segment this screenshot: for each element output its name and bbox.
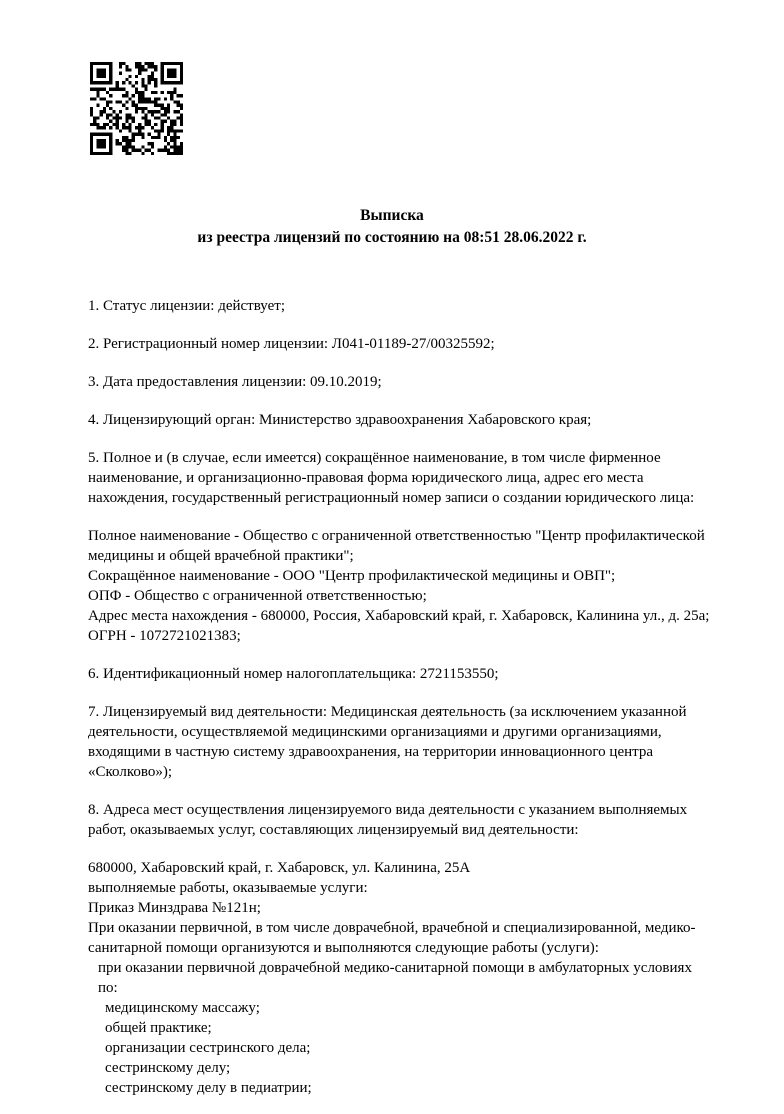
paragraph-block [88,334,710,354]
title-line-1: Выписка [360,207,424,224]
text-line: выполняемые работы, оказываемые услуги: [88,880,368,896]
text-line: При оказании первичной, в том числе доврачебной, врачебной и специализированной, медико-санитарной помощи организуются и выполняются следующие работы (услуги): [88,920,696,956]
text-line: Полное наименование - Общество с ограниченной ответственностью "Центр профилактической медицины и общей врачебной практики"; [88,528,709,564]
qr-code-image [90,62,183,155]
text-line: 4. Лицензирующий орган: Министерство здравоохранения Хабаровского края; [88,412,592,428]
text-line: Приказ Минздрава №121н; [88,900,261,916]
text-line: организации сестринского дела; [105,1040,311,1056]
text-line: 3. Дата предоставления лицензии: 09.10.2019; [88,374,382,390]
paragraph-block [88,526,710,646]
text-line: общей практике; [105,1020,212,1036]
text-line: при оказании первичной доврачебной медико-санитарной помощи в амбулаторных условиях по: [98,960,696,996]
text-line: Сокращённое наименование - ООО "Центр профилактической медицины и ОВП"; [88,568,616,584]
document-title [0,205,784,249]
text-line: 6. Идентификационный номер налогоплательщика: 2721153550; [88,666,499,682]
title-line-2: из реестра лицензий по состоянию на 08:51 28.06.2022 г. [197,229,587,246]
paragraph-block [88,702,710,782]
text-line: 8. Адреса мест осуществления лицензируемого вида деятельности с указанием выполняемых работ, оказываемых услуг, составляющих лицензируемый вид деятельности: [88,802,691,838]
text-line: 2. Регистрационный номер лицензии: Л041-01189-27/00325592; [88,336,495,352]
paragraph-block [88,664,710,684]
text-line: 5. Полное и (в случае, если имеется) сокращённое наименование, в том числе фирменное наименование, и организационно-правовая форма юридического лица, адрес его места нахождения, государственный регистрационный номер записи о создании юридического лица: [88,450,695,506]
text-line: 1. Статус лицензии: действует; [88,298,285,314]
paragraph-block [88,372,710,392]
text-line: 7. Лицензируемый вид деятельности: Медицинская деятельность (за исключением указанной деятельности, осуществляемой медицинскими организациями и другими организациями, входящими в частную систему здравоохранения, на территории инновационного центра «Сколково»); [88,704,691,780]
text-line: 680000, Хабаровский край, г. Хабаровск, ул. Калинина, 25А [88,860,471,876]
text-line: сестринскому делу; [105,1060,231,1076]
document-body [88,296,710,1098]
text-line: ОПФ - Общество с ограниченной ответственностью; [88,588,427,604]
text-line: ОГРН - 1072721021383; [88,628,241,644]
text-line: сестринскому делу в педиатрии; [105,1080,312,1096]
paragraph-block [88,410,710,430]
text-line: Адрес места нахождения - 680000, Россия, Хабаровский край, г. Хабаровск, Калинина ул., д. 25а; [88,608,710,624]
paragraph-block [88,800,710,840]
paragraph-block [88,858,710,1098]
text-line: медицинскому массажу; [105,1000,260,1016]
qr-code [90,62,183,155]
paragraph-block [88,448,710,508]
paragraph-block [88,296,710,316]
